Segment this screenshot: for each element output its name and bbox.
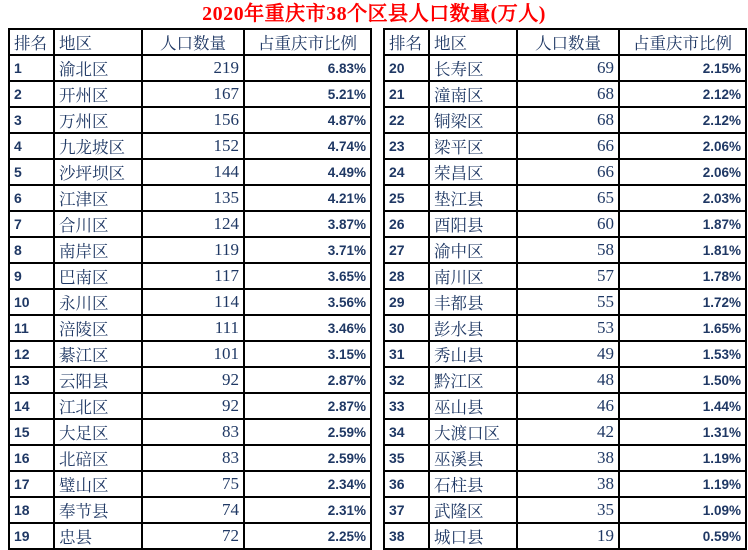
population-cell: 58 (517, 237, 619, 263)
page-title: 2020年重庆市38个区县人口数量(万人) (202, 3, 546, 25)
rank-cell: 36 (384, 471, 429, 497)
table-row (9, 315, 371, 341)
header-row (9, 29, 371, 55)
rank-cell: 8 (9, 237, 54, 263)
table-row (9, 419, 371, 445)
region-cell: 酉阳县 (429, 211, 517, 237)
table-row (9, 211, 371, 237)
table-row (384, 55, 746, 81)
region-cell: 垫江县 (429, 185, 517, 211)
population-cell: 92 (142, 367, 244, 393)
table-row (9, 393, 371, 419)
share-cell: 2.34% (244, 471, 371, 497)
share-cell: 3.15% (244, 341, 371, 367)
share-cell: 1.44% (619, 393, 746, 419)
table-row (384, 185, 746, 211)
rank-cell: 14 (9, 393, 54, 419)
share-cell: 2.87% (244, 393, 371, 419)
population-cell: 46 (517, 393, 619, 419)
rank-cell: 15 (9, 419, 54, 445)
population-cell: 38 (517, 471, 619, 497)
region-cell: 渝北区 (54, 55, 142, 81)
col-header-rank: 排名 (384, 29, 429, 55)
population-cell: 83 (142, 445, 244, 471)
table-row (9, 523, 371, 549)
col-header-region: 地区 (54, 29, 142, 55)
share-cell: 2.87% (244, 367, 371, 393)
share-cell: 1.19% (619, 471, 746, 497)
region-cell: 秀山县 (429, 341, 517, 367)
rank-cell: 26 (384, 211, 429, 237)
rank-cell: 3 (9, 107, 54, 133)
population-cell: 42 (517, 419, 619, 445)
share-cell: 6.83% (244, 55, 371, 81)
share-cell: 2.12% (619, 81, 746, 107)
share-cell: 4.49% (244, 159, 371, 185)
share-cell: 2.06% (619, 133, 746, 159)
region-cell: 铜梁区 (429, 107, 517, 133)
rank-cell: 33 (384, 393, 429, 419)
population-cell: 74 (142, 497, 244, 523)
table-row (384, 341, 746, 367)
share-cell: 1.50% (619, 367, 746, 393)
population-cell: 114 (142, 289, 244, 315)
population-cell: 124 (142, 211, 244, 237)
rank-cell: 24 (384, 159, 429, 185)
share-cell: 2.31% (244, 497, 371, 523)
table-row (384, 237, 746, 263)
table-row (9, 81, 371, 107)
region-cell: 大足区 (54, 419, 142, 445)
rank-cell: 22 (384, 107, 429, 133)
population-cell: 101 (142, 341, 244, 367)
share-cell: 2.06% (619, 159, 746, 185)
table-row (384, 471, 746, 497)
table-row (384, 133, 746, 159)
share-cell: 2.12% (619, 107, 746, 133)
col-header-population: 人口数量 (142, 29, 244, 55)
population-cell: 65 (517, 185, 619, 211)
region-cell: 彭水县 (429, 315, 517, 341)
region-cell: 合川区 (54, 211, 142, 237)
rank-cell: 1 (9, 55, 54, 81)
table-row (384, 523, 746, 549)
col-header-share: 占重庆市比例 (244, 29, 371, 55)
rank-cell: 18 (9, 497, 54, 523)
table-row (9, 159, 371, 185)
col-header-population: 人口数量 (517, 29, 619, 55)
rank-cell: 23 (384, 133, 429, 159)
col-header-share: 占重庆市比例 (619, 29, 746, 55)
table-row (384, 263, 746, 289)
region-cell: 石柱县 (429, 471, 517, 497)
share-cell: 4.87% (244, 107, 371, 133)
region-cell: 忠县 (54, 523, 142, 549)
share-cell: 1.19% (619, 445, 746, 471)
region-cell: 巫山县 (429, 393, 517, 419)
table-row (9, 445, 371, 471)
share-cell: 1.53% (619, 341, 746, 367)
share-cell: 0.59% (619, 523, 746, 549)
population-cell: 111 (142, 315, 244, 341)
table-row (9, 471, 371, 497)
table-row (384, 497, 746, 523)
population-cell: 135 (142, 185, 244, 211)
rank-cell: 9 (9, 263, 54, 289)
rank-cell: 25 (384, 185, 429, 211)
table-row (9, 367, 371, 393)
col-header-rank: 排名 (9, 29, 54, 55)
region-cell: 涪陵区 (54, 315, 142, 341)
share-cell: 1.81% (619, 237, 746, 263)
share-cell: 3.65% (244, 263, 371, 289)
region-cell: 九龙坡区 (54, 133, 142, 159)
table-row (9, 133, 371, 159)
region-cell: 丰都县 (429, 289, 517, 315)
region-cell: 黔江区 (429, 367, 517, 393)
population-cell: 69 (517, 55, 619, 81)
table-row (9, 237, 371, 263)
region-cell: 梁平区 (429, 133, 517, 159)
region-cell: 武隆区 (429, 497, 517, 523)
rank-cell: 20 (384, 55, 429, 81)
region-cell: 璧山区 (54, 471, 142, 497)
region-cell: 江北区 (54, 393, 142, 419)
population-table-left (8, 28, 372, 550)
rank-cell: 32 (384, 367, 429, 393)
rank-cell: 29 (384, 289, 429, 315)
share-cell: 4.21% (244, 185, 371, 211)
population-cell: 68 (517, 81, 619, 107)
header-row (384, 29, 746, 55)
rank-cell: 10 (9, 289, 54, 315)
region-cell: 永川区 (54, 289, 142, 315)
share-cell: 1.31% (619, 419, 746, 445)
share-cell: 1.78% (619, 263, 746, 289)
tables-container (0, 28, 748, 550)
share-cell: 2.25% (244, 523, 371, 549)
rank-cell: 2 (9, 81, 54, 107)
population-cell: 35 (517, 497, 619, 523)
region-cell: 北碚区 (54, 445, 142, 471)
share-cell: 1.72% (619, 289, 746, 315)
share-cell: 3.71% (244, 237, 371, 263)
table-row (9, 289, 371, 315)
table-row (9, 185, 371, 211)
rank-cell: 27 (384, 237, 429, 263)
population-cell: 19 (517, 523, 619, 549)
share-cell: 2.59% (244, 419, 371, 445)
region-cell: 开州区 (54, 81, 142, 107)
table-row (384, 81, 746, 107)
table-row (384, 107, 746, 133)
share-cell: 5.21% (244, 81, 371, 107)
table-row (384, 159, 746, 185)
region-cell: 大渡口区 (429, 419, 517, 445)
rank-cell: 21 (384, 81, 429, 107)
share-cell: 1.09% (619, 497, 746, 523)
share-cell: 2.59% (244, 445, 371, 471)
rank-cell: 34 (384, 419, 429, 445)
population-table-right (383, 28, 747, 550)
region-cell: 城口县 (429, 523, 517, 549)
region-cell: 巴南区 (54, 263, 142, 289)
rank-cell: 13 (9, 367, 54, 393)
rank-cell: 30 (384, 315, 429, 341)
region-cell: 巫溪县 (429, 445, 517, 471)
rank-cell: 19 (9, 523, 54, 549)
population-cell: 92 (142, 393, 244, 419)
region-cell: 潼南区 (429, 81, 517, 107)
table-row (9, 55, 371, 81)
population-cell: 156 (142, 107, 244, 133)
region-cell: 南岸区 (54, 237, 142, 263)
rank-cell: 6 (9, 185, 54, 211)
population-cell: 57 (517, 263, 619, 289)
population-cell: 72 (142, 523, 244, 549)
population-cell: 219 (142, 55, 244, 81)
population-cell: 75 (142, 471, 244, 497)
table-row (9, 263, 371, 289)
table-row (384, 315, 746, 341)
rank-cell: 5 (9, 159, 54, 185)
table-row (9, 497, 371, 523)
table-row (384, 211, 746, 237)
rank-cell: 4 (9, 133, 54, 159)
rank-cell: 31 (384, 341, 429, 367)
region-cell: 南川区 (429, 263, 517, 289)
population-cell: 38 (517, 445, 619, 471)
population-cell: 152 (142, 133, 244, 159)
region-cell: 綦江区 (54, 341, 142, 367)
rank-cell: 17 (9, 471, 54, 497)
population-cell: 49 (517, 341, 619, 367)
region-cell: 江津区 (54, 185, 142, 211)
population-cell: 66 (517, 133, 619, 159)
table-row (384, 419, 746, 445)
region-cell: 万州区 (54, 107, 142, 133)
region-cell: 长寿区 (429, 55, 517, 81)
share-cell: 2.15% (619, 55, 746, 81)
population-cell: 83 (142, 419, 244, 445)
rank-cell: 16 (9, 445, 54, 471)
region-cell: 荣昌区 (429, 159, 517, 185)
population-cell: 66 (517, 159, 619, 185)
region-cell: 奉节县 (54, 497, 142, 523)
population-cell: 68 (517, 107, 619, 133)
population-cell: 53 (517, 315, 619, 341)
population-cell: 60 (517, 211, 619, 237)
share-cell: 3.46% (244, 315, 371, 341)
population-cell: 119 (142, 237, 244, 263)
rank-cell: 28 (384, 263, 429, 289)
rank-cell: 7 (9, 211, 54, 237)
share-cell: 2.03% (619, 185, 746, 211)
rank-cell: 35 (384, 445, 429, 471)
table-row (384, 367, 746, 393)
table-row (9, 341, 371, 367)
table-row (9, 107, 371, 133)
share-cell: 4.74% (244, 133, 371, 159)
rank-cell: 11 (9, 315, 54, 341)
population-cell: 117 (142, 263, 244, 289)
share-cell: 1.65% (619, 315, 746, 341)
region-cell: 云阳县 (54, 367, 142, 393)
table-row (384, 445, 746, 471)
rank-cell: 12 (9, 341, 54, 367)
rank-cell: 38 (384, 523, 429, 549)
table-row (384, 289, 746, 315)
population-cell: 144 (142, 159, 244, 185)
share-cell: 1.87% (619, 211, 746, 237)
population-cell: 55 (517, 289, 619, 315)
share-cell: 3.56% (244, 289, 371, 315)
col-header-region: 地区 (429, 29, 517, 55)
table-row (384, 393, 746, 419)
population-cell: 48 (517, 367, 619, 393)
region-cell: 渝中区 (429, 237, 517, 263)
rank-cell: 37 (384, 497, 429, 523)
share-cell: 3.87% (244, 211, 371, 237)
population-cell: 167 (142, 81, 244, 107)
region-cell: 沙坪坝区 (54, 159, 142, 185)
